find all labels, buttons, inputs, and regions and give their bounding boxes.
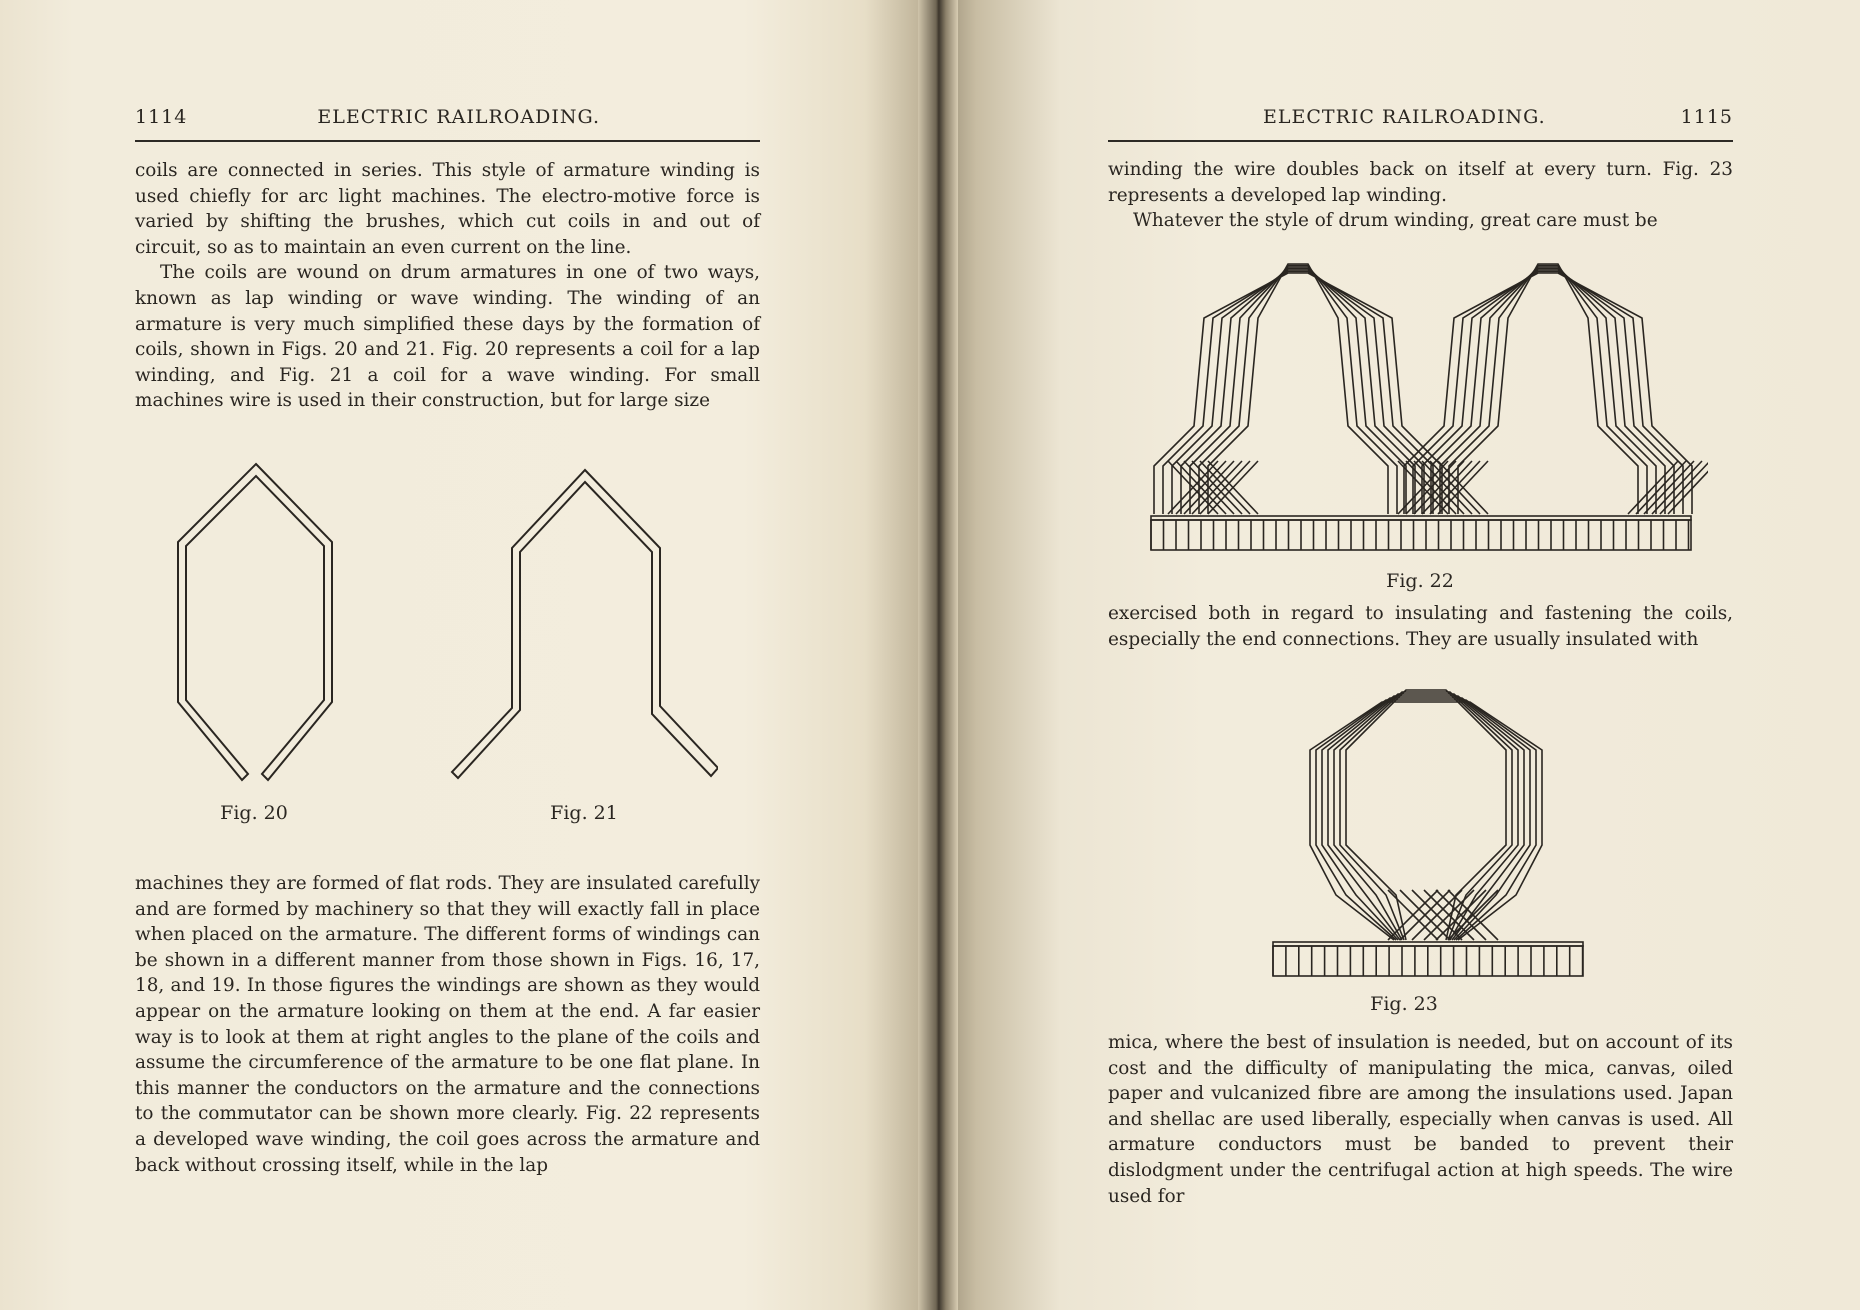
left-running-title: ELECTRIC RAILROADING. <box>317 106 600 128</box>
fig22-wave-winding-drawing <box>1148 256 1708 556</box>
paragraph: coils are connected in series. This style of armature winding is used chiefly for arc light machines. The electro-motive force is varied by shifting the brushes, which cut coils in and out of circuit, so as to maintain an even current on the line. <box>135 160 760 258</box>
right-running-title: ELECTRIC RAILROADING. <box>1263 106 1546 128</box>
right-text-top <box>1108 157 1733 234</box>
left-text-bottom <box>135 871 760 1178</box>
right-text-bottom <box>1108 1030 1733 1209</box>
left-page-number: 1114 <box>135 106 188 128</box>
book-gutter <box>918 0 958 1310</box>
left-running-head <box>135 106 760 128</box>
right-running-head <box>1108 106 1733 128</box>
fig23-caption: Fig. 23 <box>1370 993 1438 1015</box>
fig20-caption: Fig. 20 <box>220 802 288 824</box>
right-text-mid <box>1108 601 1733 652</box>
paragraph: winding the wire doubles back on itself at every turn. Fig. 23 represents a developed lap winding. <box>1108 159 1733 206</box>
right-header-rule <box>1108 140 1733 142</box>
fig23-lap-winding-drawing <box>1268 680 1588 980</box>
fig21-wave-coil-drawing <box>448 468 718 788</box>
fig22-caption: Fig. 22 <box>1386 570 1454 592</box>
right-page-number: 1115 <box>1680 106 1733 128</box>
fig21-caption: Fig. 21 <box>550 802 618 824</box>
paragraph: mica, where the best of insulation is needed, but on account of its cost and the difficulty of manipulating the mica, canvas, oiled paper and vulcanized fibre are among the insulations used. Japan and shellac are used liberally, especially when canvas is used. All armature conductors must be banded to prevent their dislodgment under the centrifugal action at high speeds. The wire used for <box>1108 1032 1733 1207</box>
paragraph: Whatever the style of drum winding, great care must be <box>1133 210 1658 232</box>
left-text-top <box>135 158 760 414</box>
fig20-lap-coil-drawing <box>170 462 350 792</box>
paragraph: machines they are formed of flat rods. They are insulated carefully and are formed by machinery so that they will exactly fall in place when placed on the armature. The different forms of windings can be shown in a different manner from those shown in Figs. 16, 17, 18, and 19. In those figures the windings are shown as they would appear on the armature looking on them at the end. A far easier way is to look at them at right angles to the plane of the coils and assume the circumference of the armature to be one flat plane. In this manner the conductors on the armature and the connections to the commutator can be shown more clearly. Fig. 22 represents a developed wave winding, the coil goes across the armature and back without crossing itself, while in the lap <box>135 873 760 1176</box>
left-header-rule <box>135 140 760 142</box>
paragraph: The coils are wound on drum armatures in one of two ways, known as lap winding or wave winding. The winding of an armature is very much simplified these days by the formation of coils, shown in Figs. 20 and 21. Fig. 20 represents a coil for a lap winding, and Fig. 21 a coil for a wave winding. For small machines wire is used in their construction, but for large size <box>135 262 760 412</box>
paragraph: exercised both in regard to insulating and fastening the coils, especially the end connections. They are usually insulated with <box>1108 603 1733 650</box>
